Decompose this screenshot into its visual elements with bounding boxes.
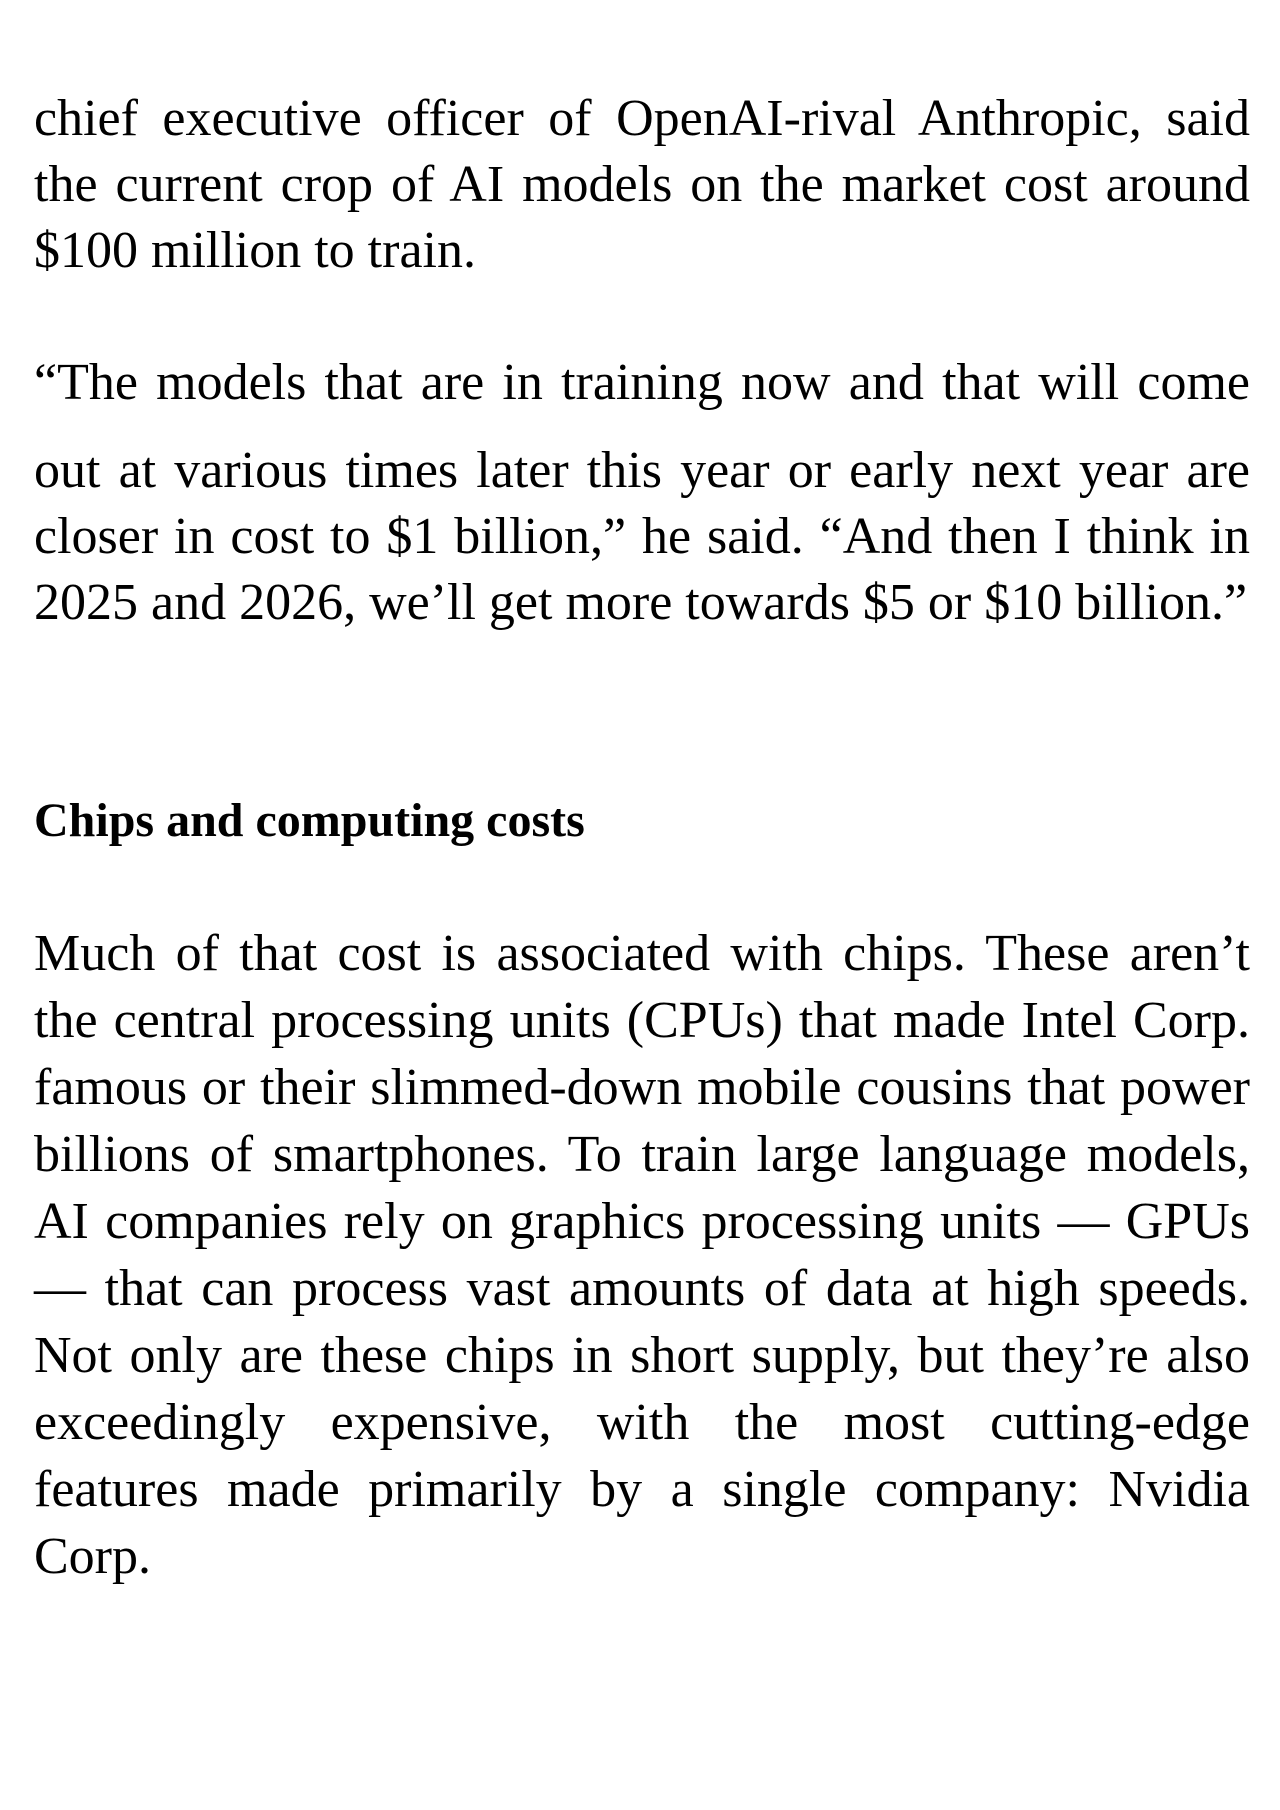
- paragraph-quote: [34, 350, 1250, 636]
- section-heading: Chips and computing costs: [34, 794, 585, 847]
- quote-continuation: out at various times later this year or early next year are closer in cost to $1 billion,” he said. “And then I think in 2025 and 2026, we’ll get more towards $5 or $10 billion.”: [34, 442, 1250, 631]
- paragraph-chips-costs: Much of that cost is associated with chips. These aren’t the central processing units (CPUs) that made Intel Corp. famous or their slimmed-down mobile cousins that power billions of smartphones. To train large language models, AI companies rely on graphics processing units — GPUs — that can process vast amounts of data at high speeds. Not only are these chips in short supply, but they’re also exceedingly expensive, with the most cutting-edge features made primarily by a single company: Nvidia Corp.: [34, 925, 1250, 1585]
- paragraph-ceo-quote-intro: chief executive officer of OpenAI-rival Anthropic, said the current crop of AI models on the market cost around $100 million to train.: [34, 90, 1250, 279]
- document-page: [34, 86, 1250, 1590]
- quote-first-line: “The models that are in training now and that will come: [34, 354, 1250, 411]
